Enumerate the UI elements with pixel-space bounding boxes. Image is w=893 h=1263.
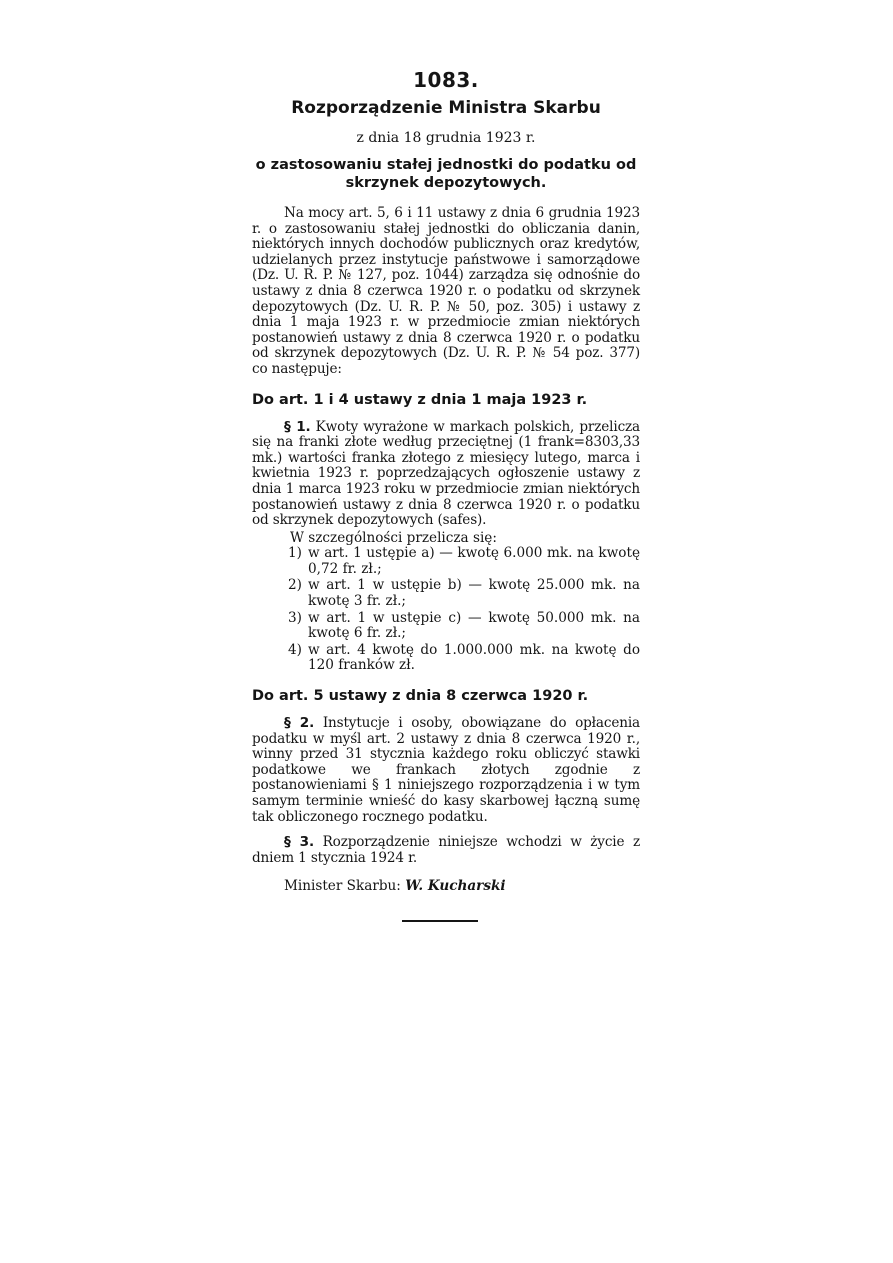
document-number: 1083. bbox=[413, 68, 479, 92]
list-item-text: w art. 1 w ustępie b) — kwotę 25.000 mk. na kwotę 3 fr. zł.; bbox=[308, 577, 640, 610]
conversion-list bbox=[252, 546, 640, 674]
list-marker: 4) bbox=[288, 641, 302, 658]
section-3-text: Rozporządzenie niniejsze wchodzi w życie z dniem 1 stycznia 1924 r. bbox=[252, 834, 640, 866]
list-item-text: w art. 1 w ustępie c) — kwotę 50.000 mk. na kwotę 6 fr. zł.; bbox=[308, 609, 640, 642]
heading-art-1-4: Do art. 1 i 4 ustawy z dnia 1 maja 1923 r. bbox=[252, 391, 588, 408]
preamble-paragraph: Na mocy art. 5, 6 i 11 ustawy z dnia 6 grudnia 1923 r. o zastosowaniu stałej jednostki do obliczania danin, niektórych innych dochodów publicznych oraz kredytów, udzielanych przez instytucje państwowe i samorządowe (Dz. U. R. P. № 127, poz. 1044) zarządza się odnośnie do ustawy z dnia 8 czerwca 1920 r. o podatku od skrzynek depozytowych (Dz. U. R. P. № 50, poz. 305) i ustawy z dnia 1 maja 1923 r. w przedmiocie zmian niektórych postanowień ustawy z dnia 8 czerwca 1920 r. o podatku od skrzynek depozytowych (Dz. U. R. P. № 54 poz. 377) co następuje: bbox=[252, 205, 640, 377]
section-2-text: Instytucje i osoby, obowiązane do opłacenia podatku w myśl art. 2 ustawy z dnia 8 czerwca 1920 r., winny przed 31 stycznia każdego roku obliczyć stawki podatkowe we frankach złotych zgodnie z postanowieniami § 1 niniejszego rozporządzenia i w tym samym terminie wnieść do kasy skarbowej łączną sumę tak obliczonego rocznego podatku. bbox=[252, 715, 641, 825]
list-marker: 1) bbox=[288, 545, 302, 562]
section-1-paragraph bbox=[252, 420, 640, 529]
list-item bbox=[252, 578, 640, 609]
document-date: z dnia 18 grudnia 1923 r. bbox=[356, 130, 536, 146]
section-1-number: § 1. bbox=[284, 418, 311, 435]
document-subject: o zastosowaniu stałej jednostki do podatku od skrzynek depozytowych. bbox=[255, 157, 637, 191]
list-item-text: w art. 4 kwotę do 1.000.000 mk. na kwotę do 120 franków zł. bbox=[308, 641, 640, 674]
signature-label: Minister Skarbu: bbox=[284, 878, 401, 895]
heading-art-5: Do art. 5 ustawy z dnia 8 czerwca 1920 r. bbox=[252, 688, 589, 705]
list-marker: 3) bbox=[288, 609, 302, 626]
document-page bbox=[252, 60, 640, 922]
list-intro: W szczególności przelicza się: bbox=[290, 529, 497, 546]
list-item bbox=[252, 546, 640, 577]
document-title: Rozporządzenie Ministra Skarbu bbox=[291, 98, 601, 118]
section-2-paragraph bbox=[252, 716, 640, 825]
signature-name: W. Kucharski bbox=[405, 878, 506, 895]
list-item bbox=[252, 611, 640, 642]
section-1-text: Kwoty wyrażone w markach polskich, przelicza się na franki złote według przeciętnej (1 frank=8303,33 mk.) wartości franka złotego z miesięcy lutego, marca i kwietnia 1923 r. poprzedzających ogłoszenie ustawy z dnia 1 marca 1923 roku w przedmiocie zmian niektórych postanowień ustawy z dnia 8 czerwca 1920 r. o podatku od skrzynek depozytowych (safes). bbox=[252, 418, 640, 529]
list-marker: 2) bbox=[288, 577, 302, 594]
closing-divider bbox=[402, 920, 478, 922]
list-item-text: w art. 1 ustępie a) — kwotę 6.000 mk. na kwotę 0,72 fr. zł.; bbox=[308, 545, 640, 577]
signature bbox=[284, 878, 640, 894]
list-item bbox=[252, 643, 640, 674]
section-2-number: § 2. bbox=[284, 715, 315, 732]
section-3-paragraph bbox=[252, 835, 640, 866]
section-3-number: § 3. bbox=[284, 834, 314, 851]
